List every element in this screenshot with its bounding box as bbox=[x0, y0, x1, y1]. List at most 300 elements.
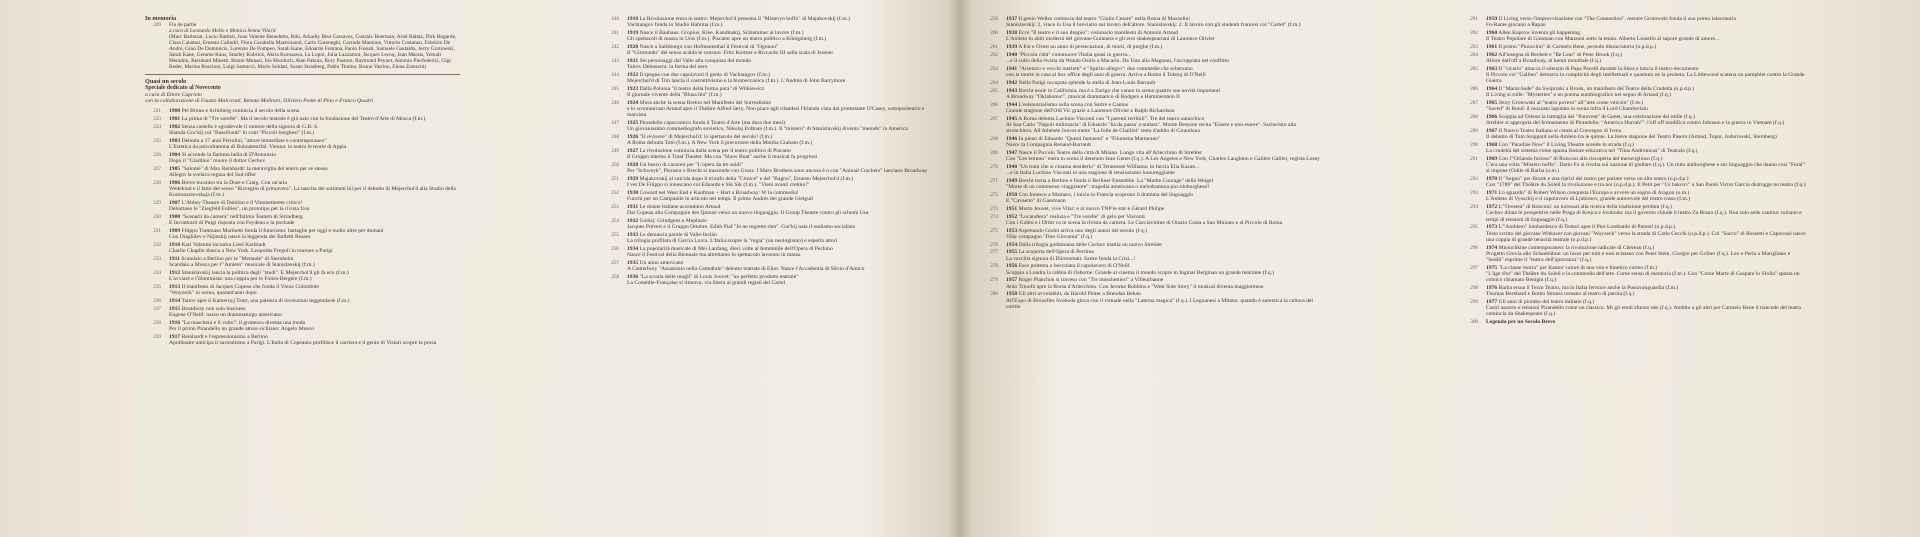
page-number: 250 bbox=[611, 162, 619, 169]
page-number: 262 bbox=[990, 51, 998, 58]
entry-year: 1977 bbox=[1486, 299, 1498, 306]
index-entry bbox=[603, 100, 933, 119]
page-number: 275 bbox=[990, 227, 998, 234]
entry-text: Sei personaggi dal Valle alla conquista del mondo bbox=[639, 58, 752, 64]
entry-subtitle: Il Gruppo interno il Total Theater. Ma con "Show Boat" anche il musical fa progressi bbox=[627, 154, 818, 161]
entry-title bbox=[1486, 44, 1807, 50]
index-entry bbox=[982, 52, 1322, 64]
page-number: 288 bbox=[1470, 114, 1478, 120]
entry-title bbox=[169, 108, 460, 114]
column-mid-left bbox=[603, 16, 933, 288]
entry-text: "Salomè" di Max Reinhardt: la meraviglia del teatro per se stesso bbox=[181, 165, 328, 172]
entry-text: Broadway non solo business bbox=[181, 305, 246, 312]
entry-text: La popolarità musicale di Mei Lanfang, dieci volte al femminile dell'Opera di Pechino bbox=[639, 246, 833, 253]
entry-subtitle: Cechov dilata le prospettive nelle Praga di Krejca e Svoboda: ma il governo chiude il teatro Za Branu (f.q.). Non solo sede cantina: romano e tempi di tensioni di linguaggio (f.q.) bbox=[1486, 210, 1802, 223]
page-number: 237 bbox=[153, 305, 161, 312]
entry-subtitle: Nasce la Compagnia Renaud-Barrault bbox=[1006, 142, 1091, 148]
index-entry bbox=[603, 176, 933, 188]
section-subtitle: Speciale dedicato al Novecento bbox=[145, 85, 221, 92]
index-entry bbox=[1462, 16, 1807, 28]
entry-subtitle: "Morte di un commesso viaggiatore": tragedia americana o melodramma piccoloborghese? bbox=[1006, 184, 1210, 190]
entry-subtitle: Con "1789" del Théâtre du Soleil la rivoluzione e tra noi (o.p.d.p.). Il Petit per "Cs bakcov" a San Paolo Victor Garcia distrugge no teatro (f.q.) bbox=[1486, 182, 1806, 189]
index-entry bbox=[982, 102, 1322, 114]
entry-subtitle: "Saved" di Bond: il mozzato lapidato in scena infra il Lord Chamberlain bbox=[1486, 106, 1648, 113]
entry-subtitle: Il giornale vivente della "Blusa blu" (f.m.) bbox=[627, 92, 722, 99]
page-number: 257 bbox=[611, 260, 619, 267]
page-number: 308 bbox=[1470, 319, 1478, 326]
entry-text: All'insegna di Beckett e "Re Lear" di Peter Brook (f.q.) bbox=[1498, 51, 1623, 58]
entry-text: Taitov apre il Kamernyj Teatr, una palestra di invenzioni leggendarie (f.m.) bbox=[181, 297, 350, 304]
entry-subtitle: La Comédie-Française si rinnova: via libera ai grandi registi del Cartel bbox=[627, 280, 786, 287]
page-number: 298 bbox=[1470, 285, 1478, 292]
entry-subtitle: Strehler si appropria del fermamento di Pirandello. "America Hurrah!": l'off off modifica contro Johnson e la guerra in Vietnam (f.q.) bbox=[1486, 120, 1785, 127]
entry-year: 1965 bbox=[1486, 100, 1498, 106]
entry-text: Brecht torna a Berlino e fonda il Berliner Ensemble. La "Madre Courage" della Weigel bbox=[1018, 177, 1214, 184]
entry-year: 1937 bbox=[1006, 16, 1018, 22]
entry-text: Karl Valentin incontra Liesl Karlstadt bbox=[181, 241, 266, 248]
index-entry bbox=[603, 218, 933, 230]
entry-year: 1912 bbox=[169, 269, 181, 276]
index-entry bbox=[145, 298, 460, 304]
entry-text: Si accende la fiamma bella di D'Annunzio bbox=[181, 151, 277, 158]
page-number: 223 bbox=[153, 115, 161, 122]
entry-year: 1953 bbox=[1006, 227, 1018, 234]
entry-subtitle: E "Cavaetto" di Gassmann bbox=[1006, 198, 1066, 204]
entry-year: 1939 bbox=[1006, 44, 1018, 50]
entry-subtitle: Il Teatro Popolare di Gassman con Manzoni sotto la tenda. Alberto Lionello al sapore grande di amore... bbox=[1486, 36, 1720, 43]
entry-text: "Arsenico e vecchi merletti" e "Spirito allegro": due commedie che scherzano bbox=[1018, 65, 1193, 72]
entry-text: L'"Orestea" di Ronconi: un kolossal alla ricerca della tradizione perduta (f.q.) bbox=[1498, 204, 1672, 211]
entry-text: Nasce a Salisburgo con Hofmannsthal il Festival di "Ognuno" bbox=[639, 44, 779, 50]
entry-year: 1970 bbox=[1486, 176, 1498, 183]
entry-year: 1929 bbox=[627, 176, 639, 183]
index-entry bbox=[1462, 114, 1807, 126]
entry-text: L'"Ambleto" lombardesco di Testori apre il Pier Lombardo di Parenti (o.p.d.p.) bbox=[1498, 224, 1676, 231]
entry-subtitle: Stanislavskij: 2, vince in Usa il breviario sul lavoro dell'attore. Stanislavskij: 2: Il lavoro con gli studenti francesi col "Cartel" (f.m.) bbox=[1006, 22, 1301, 29]
page-number: 267 bbox=[990, 115, 998, 122]
entry-year: 1923 bbox=[627, 86, 639, 92]
entry-text: Le donne italiane accendono Artaud bbox=[639, 204, 721, 211]
entry-subtitle: Thomas Bernhard e Botho Strauss tornano al teatro di parola (f.q.) bbox=[1486, 291, 1635, 298]
entry-subtitle: Grande stagione dell'Old Vic grazie a Laurence Olivier e Ralph Richardson bbox=[1006, 107, 1175, 114]
entry-year: 1930 bbox=[627, 190, 639, 197]
entry-year: 1917 bbox=[169, 333, 181, 340]
index-entry bbox=[145, 320, 460, 332]
entry-text: La scoperta dell'Opera di Pechino bbox=[1018, 249, 1095, 256]
entry-text: Stanislavskij lancia la politica degli "studi". E Mejerchol'd gli fa eco (f.m.) bbox=[181, 269, 349, 276]
entry-subtitle: La vecchia signora di Dürrenmatt. Sartre fonda la Crisi...! bbox=[1006, 255, 1136, 262]
page-number: 289 bbox=[1470, 128, 1478, 134]
index-entry bbox=[603, 232, 933, 244]
entry-year: 1927 bbox=[627, 148, 639, 155]
entry-subtitle: Castri assorto e tensioni Pirandello come un classico. Mi gli eredi sfuono nes (f.q.). Ambito a gli altri per Carmelo Bene il tiancede del teatro comincia da Shakespeare (f.q.) bbox=[1486, 305, 1802, 318]
entry-text: "La scuola delle mogli" di Louis Jouvet: "un perfetto prodotto teatrale" bbox=[639, 274, 799, 281]
entry-year: 1925 bbox=[627, 120, 639, 127]
entry-subtitle: ...e in Italia Luchino Visconti in uno stagione di tensionismo lussureggiante bbox=[1006, 170, 1175, 176]
index-entry bbox=[982, 80, 1322, 86]
entry-text: Con Ionesco a Mamaro, i inizio in Francia scoprono il dramma del linguaggio bbox=[1018, 191, 1194, 198]
page-number: 235 bbox=[153, 283, 161, 290]
page-number: 241 bbox=[611, 30, 619, 36]
memoriam-names: (Marc Barbezat, Lucio Battisti, Joao Valente Benedetto, Riki, Arkadiy Biso Cassavez, Gusztáv Boerman, Ariel Baltaz, Dirk Bogarde, Clara Calamai, Ernesto Calindri, Flora Carabella Mastroianni, Carlo Cotoneghi, Corrado Manione, Vittorio Costanzo, Fabrizio De Andrè, Gino De Dominicis, Lorenzo De Pompeo, Sarah Kane, Edoardo Fontana, Paolo Fossati, Samuele Gastaldo, Jerzy Grotowski, Sarah Kane, Gerame Kaus, Stanley Kubrick, Akira Kurosawa, La Lupoi, Julia Lazzaroni, Jacques Lecoq, Jean Marais, Yehudi Menuhin, Bernhard Minetti, Bruno Munari, Iris Murdoch, Alan Pakula, Rory Pastore, Raymond Peynet, Antonio Pierfederici, Gigi Reder, Marina Roscioni, Luigi Santucci, Mario Soldati, Susan Strasberg, Pablo Tintino, Bruno Vatrino, Elena Zareschi) bbox=[169, 34, 457, 71]
page-number: 253 bbox=[611, 204, 619, 211]
entry-text: La prima di "Tre sorelle". Ma il secolo teatrale è già nato con la fondazione del Teatro d'Arte di Mosca (f.m.) bbox=[181, 115, 426, 122]
entry-year: 1940 bbox=[1006, 51, 1018, 58]
entry-text: Il spegne con due capolavori il genio di Vachtangov (f.m.) bbox=[639, 72, 770, 78]
entry-year: 1962 bbox=[1486, 51, 1498, 58]
entry-text: Il genio Welles comincia dal teatro "Giulio Cesare" nella Roma di Mussolini bbox=[1018, 16, 1190, 22]
entry-text: Coward nel West End e Kaufman + Hart a Broadway: W la commedia! bbox=[639, 190, 799, 197]
index-entry bbox=[603, 58, 933, 70]
entry-subtitle: Jacques Prévert e il Gruppo Ottobre. Edith Piaf "Je ne regrette rien". Gor'kij nata il realismo socialista bbox=[627, 224, 856, 231]
page-number: 270 bbox=[990, 163, 998, 170]
entry-subtitle: I ver De Filippo si innescano col Eduardo e Sik Sik (f.m.). "Vieni avanti cretino!" bbox=[627, 182, 810, 189]
entry-year: 1963 bbox=[1486, 65, 1498, 72]
page-number: 247 bbox=[611, 120, 619, 127]
entry-subtitle: Mejerchol'd di Tim lancia il costruttivismo e la biomeccanica (f.m.). L'Andréa di John Barrymore bbox=[627, 78, 846, 85]
index-entry bbox=[1462, 176, 1807, 188]
entry-year: 1913 bbox=[169, 283, 181, 290]
index-entry bbox=[982, 178, 1322, 190]
entries-list bbox=[982, 16, 1322, 310]
entry-text: Il Nuovo Teatro Italiano si creata al Convegno di Ivrea bbox=[1498, 128, 1621, 134]
index-entry bbox=[982, 44, 1322, 50]
entry-title bbox=[1006, 242, 1322, 248]
entry-year: 1931 bbox=[627, 204, 639, 211]
page-number: 252 bbox=[611, 190, 619, 197]
index-entry bbox=[603, 204, 933, 216]
page-number: 243 bbox=[611, 58, 619, 64]
entry-year: 1945 bbox=[1006, 115, 1018, 122]
index-entry bbox=[603, 246, 933, 258]
entry-year: 1936 bbox=[627, 274, 639, 281]
entry-year: 1974 bbox=[1486, 244, 1498, 251]
entry-text: Majakovskij al suicida dopo il trionfo della "Cimice" e del "Bagno", Ernesto Mejerchol'd (f.m.) bbox=[639, 176, 854, 183]
entry-title bbox=[1486, 319, 1807, 325]
entry-text: "Scenarii da camera" nell'Intima Teatern di Strindberg bbox=[181, 213, 303, 220]
page-number: 261 bbox=[990, 44, 998, 50]
page-number: 299 bbox=[1470, 299, 1478, 306]
entry-text: Pirandello capocomico fonda il Teatro d'Arte (ma dura due mesi) bbox=[639, 120, 786, 127]
entry-subtitle: Aldo Trionfo apre la Borsa d'Arlecchino. Con Jerome Robbins e "West Side Story" il musical diventa maggiorenne bbox=[1006, 283, 1264, 290]
page-number: 234 bbox=[153, 269, 161, 276]
page-number: 246 bbox=[611, 100, 619, 106]
entry-subtitle: Al San Carlo "Napoli milionaria" di Eduardo "ha da passa' a nuttata". Monte Bessone recita "Essere e non essere". Sacheristo alla stronchiera. All'Athénée Jouvet mette "La folle de Chaillot" testo d'addio di Giraudoux bbox=[1006, 121, 1296, 134]
entry-text: In pieno di Eduardo "Questi fantasmi" e "Filumena Marturano" bbox=[1018, 135, 1161, 142]
index-entry bbox=[982, 116, 1322, 135]
page-number: 268 bbox=[990, 135, 998, 142]
page-number: 251 bbox=[611, 176, 619, 183]
entry-year: 1920 bbox=[627, 44, 639, 50]
page-number: 287 bbox=[1470, 100, 1478, 106]
page-number: 290 bbox=[1470, 142, 1478, 148]
index-entry bbox=[1462, 190, 1807, 202]
index-entry bbox=[1462, 285, 1807, 297]
entry-text: La rivoluzione comincia dalla scena per il teatro politico di Piscator bbox=[639, 148, 792, 155]
page-number: 244 bbox=[611, 72, 619, 78]
entry-subtitle: A Broadway "Oklahoma!", musical drammatico di Rodgers e Hammerstein II bbox=[1006, 93, 1180, 100]
entry-subtitle: Allore dall'off a Broadway, al boom mondiale (f.q.) bbox=[1486, 58, 1602, 64]
entry-subtitle: Il Living si rolle: "Mysteries" e un poema autobiografico nel segno di Artaud (f.q.) bbox=[1486, 92, 1671, 99]
entry-text: Breve incontro tra la Duse e Craig. Con un'aria bbox=[181, 179, 287, 186]
entry-text: Esce protesta o boccolata il capolavoro di O'Neill bbox=[1018, 263, 1130, 270]
entry-year: 1942 bbox=[1006, 79, 1018, 86]
entry-subtitle: Con Diaghilev e Nijinskij nasce la leggenda dei Balletti Russes bbox=[169, 234, 311, 241]
index-entry bbox=[982, 242, 1322, 248]
index-entry bbox=[145, 166, 460, 178]
entry-subtitle: Il "Girotondo" del senso scalda le censure. Fritz Kortner e Riccardo III sulla scala di Jessner bbox=[627, 50, 834, 57]
entry-year: 1900 bbox=[169, 108, 181, 115]
index-entry bbox=[982, 291, 1322, 310]
index-entry bbox=[1462, 44, 1807, 50]
entry-subtitle: Allegro la svelava regina del Sud tiffer bbox=[169, 171, 256, 178]
entry-text: Nasce il Bauhaus. Gropius, Klee, Kandinskij, Schlemmer al lavoro (f.m.) bbox=[639, 30, 804, 36]
entry-year: 1950 bbox=[1006, 191, 1018, 198]
index-entry bbox=[603, 16, 933, 28]
memoriam-entry bbox=[145, 22, 460, 70]
index-entry bbox=[1462, 86, 1807, 98]
entry-title bbox=[1006, 80, 1322, 86]
index-entry bbox=[603, 260, 933, 272]
page-number: 240 bbox=[611, 16, 619, 22]
index-entry bbox=[982, 88, 1322, 100]
entry-subtitle: ...e il culto della rivista da Wanda Osiris a Macario. Da Toto alla Magnani, l'accoppiata nel conflitto bbox=[1006, 58, 1229, 64]
index-entry bbox=[982, 206, 1322, 212]
entry-text: "La classe morta" per Kantor valore di una vita e fonetico corteo (f.m.) bbox=[1498, 264, 1658, 271]
memoriam-line-2: a cura di Leonardo Mello e Monica Senna Vilaril bbox=[169, 28, 276, 35]
entry-text: Pel Bruno e Schirberg comincia il secolo della scena bbox=[181, 108, 300, 115]
index-entry bbox=[1462, 128, 1807, 140]
entry-text: Il "Marat-Sade" da Swiprzski a Brook, un manifesto del Teatro della Crudeltà (o.p.d.p.) bbox=[1498, 86, 1695, 92]
page-number: 264 bbox=[990, 79, 998, 86]
entry-text: "La maschera e il volto": il grottesco diventa una moda bbox=[181, 319, 305, 326]
entry-text: Nasce il Piccolo Teatro della città di Milano. Lungo vita all'Arlecchino di Strehler bbox=[1018, 149, 1202, 156]
page-number: 272 bbox=[990, 191, 998, 198]
entry-subtitle: Apollinaire anticipa il surrealismo a Parigi. L'Italia di Copeaulo profilisce il carriera e il genio di Vistarì scopre la prosa bbox=[169, 339, 437, 346]
entry-year: 1938 bbox=[1006, 30, 1018, 36]
entry-text: La Rivoluzione entra in teatro: Mejerchol'd presenta il "Misteryo buffo" di Majakovskij (f.m.) bbox=[639, 16, 850, 22]
index-entry bbox=[145, 214, 460, 226]
index-entry bbox=[145, 116, 460, 122]
entry-subtitle: Per il primo Pirandello un grande attore siciliano: Angelo Musco bbox=[169, 325, 314, 332]
entry-subtitle: Testo scritto del giovane Witkacer con giovani "Woyzeck" verso la strada di Carlo Cecchi (o.p.d.p.). Col "Sacco" di Rossetti e Caporossi nasce una coppia di grande tenacità teatrale (o.p.d.p.) bbox=[1486, 230, 1806, 243]
entry-year: 1926 bbox=[627, 134, 639, 141]
entry-text: Lo sguardo" di Robert Wilson conquista l'Europa e avvere un sogno di Aragon (o.m.) bbox=[1498, 190, 1690, 197]
entry-text: Senza castelle è sgradevole il rumore della signora di G.B. S. bbox=[181, 123, 319, 130]
entry-year: 1958 bbox=[1006, 291, 1018, 298]
index-entry bbox=[982, 30, 1322, 42]
entry-year: 1973 bbox=[1486, 224, 1498, 231]
entry-title bbox=[169, 298, 460, 304]
page-number: 254 bbox=[611, 218, 619, 225]
page-number: 260 bbox=[990, 30, 998, 36]
page-number: 277 bbox=[990, 249, 998, 256]
index-entry bbox=[603, 72, 933, 84]
index-entry bbox=[982, 249, 1322, 261]
index-entry bbox=[982, 228, 1322, 240]
index-entry bbox=[145, 180, 460, 199]
entry-text: L'esistenzialismo sulla scena con Sartre e Camus bbox=[1018, 101, 1129, 108]
entry-year: 1967 bbox=[1486, 128, 1498, 134]
page-number: 230 bbox=[153, 213, 161, 220]
entry-year: 1964 bbox=[1486, 86, 1498, 92]
index-entry bbox=[145, 108, 460, 114]
memoriam-title: In memoria bbox=[145, 15, 177, 22]
index-entry bbox=[145, 152, 460, 164]
entry-subtitle: L'Estetica da psicodramma di Bohnatestifal. Vienna: in teatro le teorie di Appia bbox=[169, 143, 347, 150]
entry-year: 1952 bbox=[1006, 213, 1018, 220]
entry-year: 1928 bbox=[627, 162, 639, 169]
page-number: 282 bbox=[1470, 30, 1478, 36]
entry-subtitle: Eugene O'Neill: nasce un drammaturgo americano bbox=[169, 311, 282, 318]
page-number: 225 bbox=[153, 137, 161, 144]
index-entry bbox=[145, 334, 460, 346]
entry-year: 1919 bbox=[627, 30, 639, 36]
entry-year: 1954 bbox=[1006, 241, 1018, 248]
entry-year: 1971 bbox=[1486, 190, 1498, 197]
entry-title bbox=[169, 116, 460, 122]
index-entry bbox=[145, 124, 460, 136]
page-number: 279 bbox=[990, 277, 998, 284]
entry-year: 1944 bbox=[1006, 101, 1018, 108]
entry-text: Scoppia ad Orleon la battaglia dei "Paravent" di Genet, una celebrazione del mille (f.q.) bbox=[1498, 114, 1695, 120]
entry-text: Allen Kaprow inventa gli happening bbox=[1498, 30, 1580, 36]
entry-text: Il manifesto di Jacques Copeau che fonda il Vieux Colombier bbox=[181, 283, 320, 290]
index-entry bbox=[982, 136, 1322, 148]
entry-year: 1932 bbox=[627, 218, 639, 225]
entry-text: A Est e Ovest un anno di persecuzioni, di morti, di purghe (f.m.) bbox=[1018, 44, 1163, 50]
index-entry bbox=[1462, 142, 1807, 154]
index-entry bbox=[1462, 245, 1807, 264]
page-number: 297 bbox=[1470, 264, 1478, 271]
section-title: Quasi un secolo bbox=[145, 78, 187, 86]
entry-year: 1951 bbox=[1006, 205, 1018, 212]
page-number: 291 bbox=[1470, 156, 1478, 162]
page-number: 239 bbox=[153, 333, 161, 340]
entry-text: Scandalo a Berlino per le "Metande" di Sternheim bbox=[181, 255, 294, 262]
entry-year: 1907 bbox=[169, 199, 181, 206]
page-number: 236 bbox=[153, 297, 161, 304]
entry-year: 1933 bbox=[627, 232, 639, 239]
entry-text: Le denuncia parole di Valle-Inclán bbox=[639, 232, 717, 239]
column-right bbox=[1462, 16, 1807, 327]
index-entry bbox=[1462, 30, 1807, 42]
entry-text: Gli altri avvolabbit, da Harold Pinter a Brendan Behan bbox=[1018, 291, 1141, 298]
entry-year: 1957 bbox=[1006, 277, 1018, 284]
entry-year: 1946 bbox=[1006, 135, 1018, 142]
index-entry bbox=[1462, 66, 1807, 85]
page-number: 232 bbox=[153, 241, 161, 248]
page-number: 295 bbox=[1470, 224, 1478, 231]
entry-text: "Locandiera" realista e "Tre sorelle" di gelo per Visconti bbox=[1018, 213, 1145, 220]
section-collaborators: con la collaborazione di Fausto Malcovati, Renata Molinari, Oliviero Ponte di Pino e Franco Quadri bbox=[145, 97, 374, 104]
entry-year: 1921 bbox=[627, 58, 639, 64]
entry-subtitle: La crudeltà del sistema come spunta feature educativa nel "Titus Andronicus" di Teatralo (f.q.) bbox=[1486, 148, 1698, 155]
entry-text: Gorkij: Grindgens e Mephisto bbox=[639, 218, 707, 225]
entry-text: Legenda per un Secolo Breve bbox=[1486, 319, 1556, 326]
entry-year: 1922 bbox=[627, 72, 639, 78]
entry-year: 1955 bbox=[1006, 249, 1018, 256]
entries-list bbox=[1462, 16, 1807, 325]
entry-year: 1916 bbox=[169, 319, 181, 326]
entry-year: 1910 bbox=[169, 241, 181, 248]
entry-subtitle: A Canterbury "Assassinio nella Cattedrale" debutto teatrale di Eliot. Nasce l'Accademia di Silvio d'Amico bbox=[627, 266, 865, 273]
entry-subtitle: Nasce il Festival della Biennale ma altrettanto lo spettacolo lavorato in massa bbox=[627, 252, 801, 259]
page-number: 283 bbox=[1470, 44, 1478, 50]
page-number: 245 bbox=[611, 86, 619, 92]
entry-title bbox=[1006, 44, 1322, 50]
entry-year: 1914 bbox=[169, 297, 181, 304]
page-number: 226 bbox=[153, 151, 161, 158]
index-entry bbox=[603, 148, 933, 160]
entry-subtitle: Con "Les bonnes" entra in scena il detenuto Jean Genet (f.q.). A Los Angeles e New York, Charles Laughton e Galileo Galilei, regista Losey bbox=[1006, 156, 1320, 162]
entry-year: 1935 bbox=[627, 260, 639, 267]
index-entry bbox=[603, 86, 933, 98]
entry-year: 1903 bbox=[169, 137, 181, 144]
entries-list bbox=[145, 108, 460, 346]
entry-subtitle: L'avviare e l'illuminista: una coppia per le Folies-Bergère (f.m.) bbox=[169, 276, 312, 283]
entry-year: 1902 bbox=[169, 123, 181, 130]
entry-text: "Un tram che si chiama desiderio" di Tennessee Williams: in faccia Elia Kazan... bbox=[1018, 163, 1200, 170]
entry-subtitle: Fo-Rame giocano a Rapan bbox=[1486, 22, 1546, 29]
index-entry bbox=[1462, 319, 1807, 325]
entry-year: 1918 bbox=[627, 16, 639, 22]
page-number: 274 bbox=[990, 213, 998, 220]
entry-year: 1948 bbox=[1006, 163, 1018, 170]
entry-subtitle: "L'âge d'or" del Théâtre du Soleil e la commedia dell'arte. Come senso di memoria (f.m.). Con "Come Marte di Gaspare lo Sfolla" sposta un comico chiamato Benigni (f.q.) bbox=[1486, 271, 1800, 284]
page-number: 265 bbox=[990, 87, 998, 94]
entry-text: Barba ersua il Terzo Teatro, ma in Italia fermice anche la Postavanguardia (f.m.) bbox=[1498, 285, 1679, 292]
memoriam-line-1: Fin de partie bbox=[169, 22, 197, 29]
entry-subtitle: e lo scomunicato Artaud apre il Théâtre Alfred Jarry. Non piace agli irlandesi l'Irlanda vista dal protestante O'Casey, sottoproletario e marxista bbox=[627, 106, 925, 119]
entry-year: 1959 bbox=[1486, 16, 1498, 22]
page-number: 255 bbox=[611, 232, 619, 239]
entry-text: Dalla trilogia goldoniana delle Cechov mattia un nuovo Strehler bbox=[1018, 241, 1163, 248]
entry-title bbox=[1006, 206, 1322, 212]
entry-subtitle: Il debutto di Tom Stoppard nella Amleto tra le quinte. La breve stagione del Teatro Pasero (Artaud, Topor, Jodorowski, Sternberg) bbox=[1486, 134, 1777, 141]
index-entry bbox=[982, 16, 1322, 28]
section-editor: a cura di Ettore Capriolo bbox=[145, 91, 202, 98]
index-entry bbox=[1462, 100, 1807, 112]
entry-subtitle: La trilogia profilata di García Lorca. L'Italia scopre la "regia" (un neologismo) e esperta attori bbox=[627, 238, 838, 245]
index-entry bbox=[982, 214, 1322, 226]
entry-text: L'Abbey Theatre di Dublino e il Vimmetterete critico! bbox=[181, 199, 303, 206]
entry-text: Nella Parigi occupata splende la stella di Jean-Louis Barrault bbox=[1018, 79, 1156, 86]
page-number: 286 bbox=[1470, 86, 1478, 92]
entry-subtitle: L'Amleto in abiti moderni del giovane Guinness e gli eroi shakespeariani di Laurence Olivier bbox=[1006, 36, 1215, 43]
page-number: 292 bbox=[1470, 176, 1478, 183]
entry-subtitle: Vilar compagno "Don Giovanni" (f.q.) bbox=[1006, 233, 1093, 240]
entry-text: Con "Paradise Now" il Living Theatre scende in strada (f.q.) bbox=[1498, 142, 1635, 148]
index-entry bbox=[145, 200, 460, 212]
entry-year: 1960 bbox=[1486, 30, 1498, 36]
index-entry bbox=[145, 138, 460, 150]
index-entry bbox=[982, 150, 1322, 162]
index-entry bbox=[603, 44, 933, 56]
index-entry bbox=[603, 190, 933, 202]
page-number: 233 bbox=[153, 255, 161, 262]
entry-subtitle: con la morte in casa al box office degli anni di guerra. Arriva a Roma il Tolstoj di O'Neill bbox=[1006, 72, 1206, 78]
page-number: 276 bbox=[990, 241, 998, 248]
entry-subtitle: Il Piccolo col "Galileo" demarca la complicità degli intellettuali e quantum ne la proietta. La Littlewood scatena un pamphlet contro la Grande Guerra bbox=[1486, 72, 1805, 85]
page-number: 269 bbox=[990, 149, 998, 156]
entry-year: 1956 bbox=[1006, 263, 1018, 270]
entry-year: 1915 bbox=[169, 305, 181, 312]
entry-text: Il "Sogno" per Brook e una riprisi del teatro per parlare verso un alto teatro (o.p.d.p.) bbox=[1498, 176, 1689, 183]
entry-subtitle: Debuttano le "Ziegfeld Follies", un prototipo per la rivista Usa bbox=[169, 206, 310, 213]
page-number: 249 bbox=[611, 148, 619, 155]
column-mid-right bbox=[982, 16, 1322, 312]
